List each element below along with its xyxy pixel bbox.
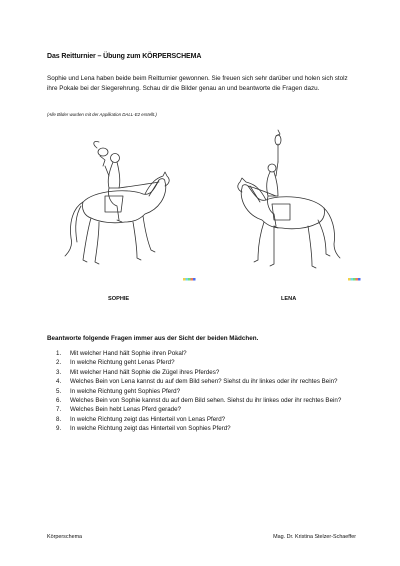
lena-image	[220, 122, 362, 284]
sophie-image	[47, 122, 197, 284]
intro-paragraph: Sophie und Lena haben beide beim Reitturnier gewonnen. Sie freuen sich sehr darüber und holen sich stolz ihre Pokale bei der Siegerehrung. Schau dir die Bilder genau an und beantworte die Fragen dazu.	[47, 75, 348, 93]
lena-caption: LENA	[281, 296, 297, 302]
question-item: 2. In welche Richtung geht Lenas Pferd?	[56, 359, 175, 367]
question-list	[56, 349, 362, 434]
question-item: 4. Welches Bein von Lena kannst du auf dem Bild sehen? Siehst du ihr linkes oder ihr rechtes Bein?	[56, 378, 338, 386]
horse-rider-sketch-icon	[220, 122, 362, 284]
question-item: 1. Mit welcher Hand hält Sophie ihren Pokal?	[56, 350, 187, 357]
footer-subject: Körperschema	[47, 534, 83, 540]
watermark-bar	[348, 278, 361, 281]
question-item: 5. In welche Richtung geht Sophies Pferd?	[56, 387, 181, 395]
image-credit-note: (Alle Bilder wurden mit der Applikation DALL-E2 erstellt.)	[47, 112, 157, 117]
question-item: 6. Welches Bein von Sophie kannst du auf dem Bild sehen. Siehst du ihr linkes oder ihr rechtes Bein?	[56, 397, 342, 405]
question-item: 3. Mit welcher Hand hält Sophie die Zügel ihres Pferdes?	[56, 368, 220, 376]
question-item: 9. In welche Richtung zeigt das Hinterteil von Sophies Pferd?	[56, 425, 231, 433]
page-title: Das Reitturnier – Übung zum KÖRPERSCHEMA	[47, 53, 202, 60]
watermark-bar	[183, 278, 196, 281]
question-item: 8. In welche Richtung zeigt das Hinterteil von Lenas Pferd?	[56, 415, 226, 423]
sophie-caption: SOPHIE	[108, 296, 130, 302]
question-item: 7. Welches Bein hebt Lenas Pferd gerade?	[56, 406, 181, 414]
footer-author: Mag. Dr. Kristina Stelzer-Schaeffer	[273, 534, 356, 540]
questions-heading: Beantworte folgende Fragen immer aus der Sicht der beiden Mädchen.	[47, 335, 259, 342]
horse-rider-sketch-icon	[47, 122, 197, 284]
